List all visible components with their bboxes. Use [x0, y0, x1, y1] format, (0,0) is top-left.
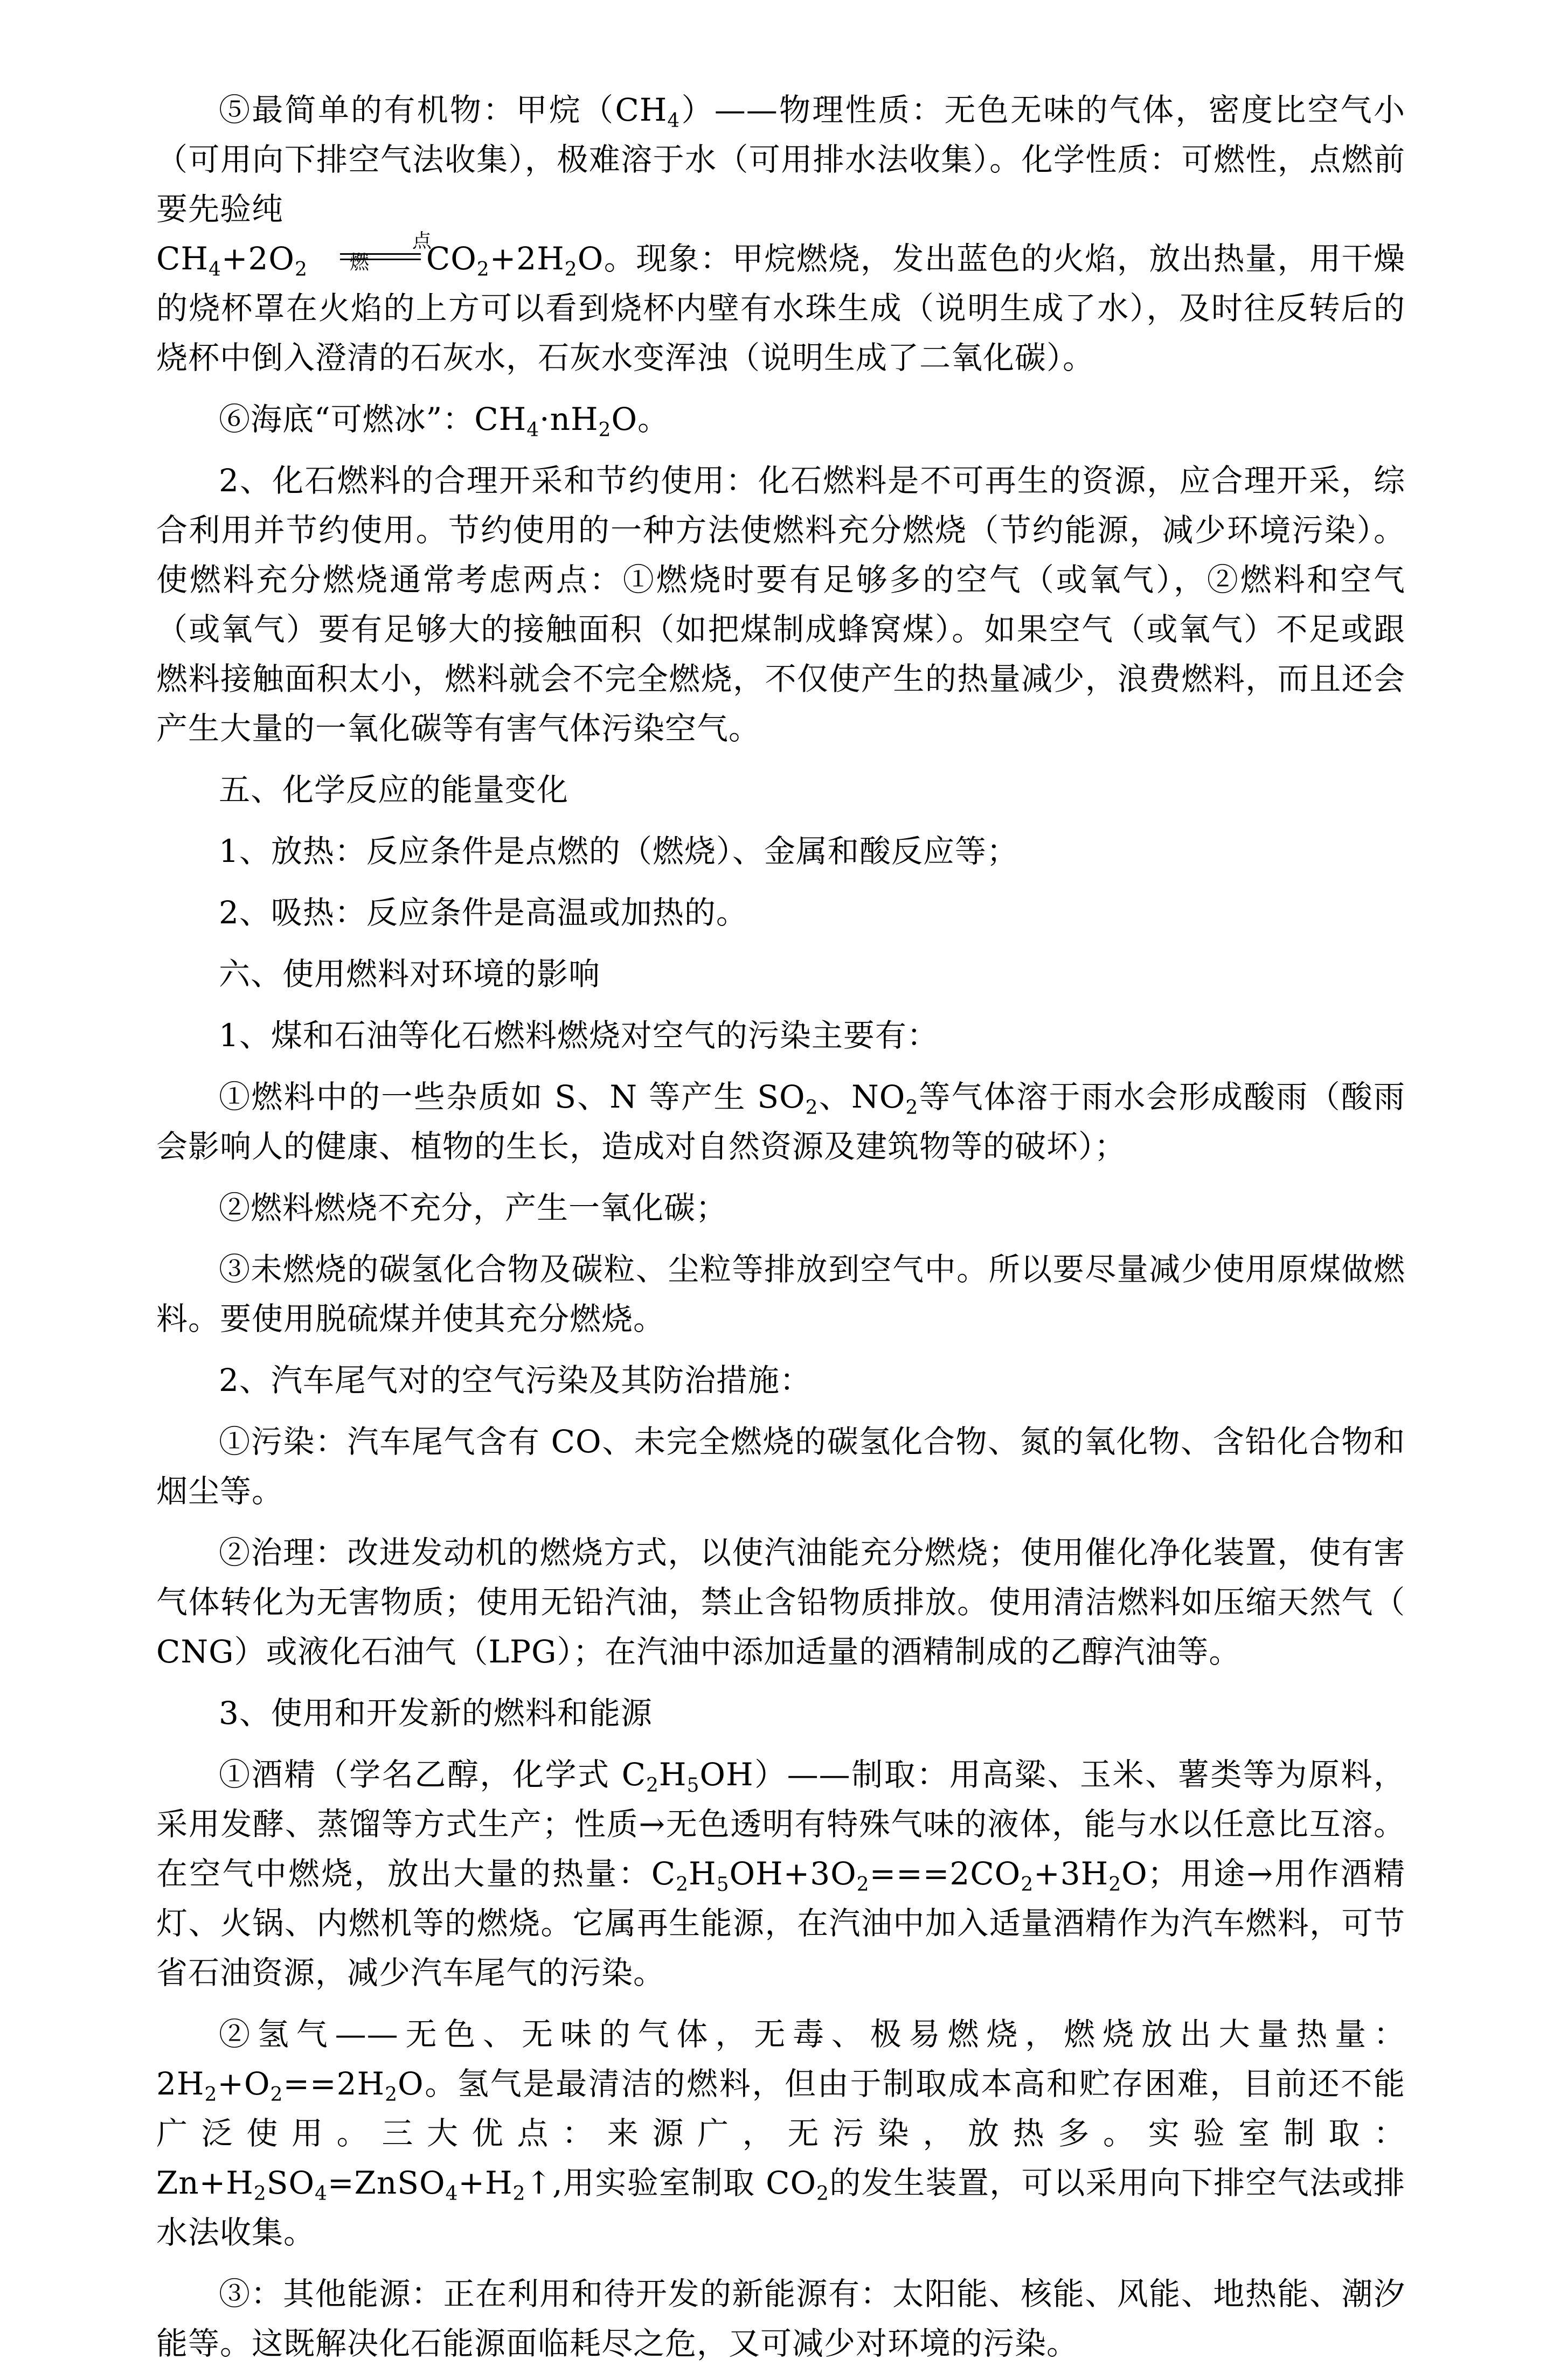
text-run: CH — [156, 240, 209, 277]
text-run: ）——物理性质：无色无味的气体，密度比空气小（可用向下排空气法收集），极难溶于水（可用排水法收集）。化学性质：可燃性，点燃前要先验纯 — [156, 92, 1405, 227]
text-run: ②氢气——无色、无味的气体，无毒、极易燃烧，燃烧放出大量热量：2H — [156, 2016, 1405, 2102]
paragraph-endothermic: 2、吸热：反应条件是高温或加热的。 — [219, 894, 748, 931]
text-run: OH+3O — [729, 1855, 857, 1892]
text-run: +2O — [221, 240, 295, 277]
subscript: 4 — [208, 259, 221, 281]
paragraph-incomplete-combustion: ②燃料燃烧不充分，产生一氧化碳； — [219, 1189, 728, 1226]
text-run: O。氢气是最清洁的燃料，但由于制取成本高和贮存困难，目前还不能广泛使用。三大优点：来源广，无污染，放热多。实验室制取：Zn+H — [156, 2065, 1405, 2201]
subscript: 2 — [856, 1874, 870, 1896]
text-run: 的发生装置，可以采用向下排空气法或排水法收集。 — [156, 2165, 1405, 2251]
text-run: ⑥海底“可燃冰”：CH — [219, 401, 527, 437]
subscript: 2 — [805, 1097, 819, 1119]
paragraph-methane — [156, 85, 1405, 382]
text-run: OH）——制取：用高粱、玉米、薯类等为原料，采用发酵、蒸馏等方式生产；性质→无色透明有特殊气味的液体，能与水以任意比互溶。在空气中燃烧，放出大量的热量：C — [156, 1756, 1405, 1892]
subscript: 2 — [905, 1097, 919, 1119]
text-run: CO — [426, 240, 477, 277]
subscript: 5 — [687, 1774, 700, 1797]
heading-environment-impact: 六、使用燃料对环境的影响 — [219, 956, 601, 992]
text-run: ==2H — [283, 2065, 385, 2102]
subscript: 2 — [385, 2084, 398, 2106]
text-run: H — [658, 1756, 687, 1793]
subscript: 2 — [204, 2084, 218, 2106]
reaction-condition-label: 点燃 — [349, 230, 432, 274]
text-run: ·nH — [539, 401, 599, 437]
text-run: +3H — [1034, 1855, 1109, 1892]
text-run: ①酒精（学名乙醇，化学式 C — [219, 1756, 646, 1793]
text-run: ①燃料中的一些杂质如 S、N 等产生 SO — [219, 1078, 806, 1115]
subscript: 2 — [816, 2183, 829, 2205]
text-run: +H — [458, 2165, 513, 2201]
text-run: 等气体溶于雨水会形成酸雨（酸雨会影响人的健康、植物的生长，造成对自然资源及建筑物等的破坏）； — [156, 1078, 1405, 1165]
subscript: 5 — [716, 1874, 730, 1896]
paragraph-vehicle-exhaust: 2、汽车尾气对的空气污染及其防治措施： — [219, 1362, 812, 1398]
paragraph-ethanol — [156, 1750, 1405, 1998]
subscript: 4 — [526, 419, 540, 441]
paragraph-acid-rain — [156, 1072, 1405, 1171]
subscript: 2 — [270, 2084, 283, 2106]
document-body — [156, 85, 1405, 2380]
subscript: 2 — [476, 259, 490, 281]
text-run: =ZnSO — [327, 2165, 446, 2201]
subscript: 2 — [512, 2183, 526, 2205]
subscript: 2 — [676, 1874, 689, 1896]
subscript: 2 — [1108, 1874, 1122, 1896]
text-run: O。 — [611, 401, 670, 437]
subscript: 4 — [445, 2183, 459, 2205]
paragraph-fossil-fuel-use: 2、化石燃料的合理开采和节约使用：化石燃料是不可再生的资源，应合理开采，综合利用并节约使用。节约使用的一种方法使燃料充分燃烧（节约能源，减少环境污染）。使燃料充分燃烧通常考虑两点：①燃烧时要有足够多的空气（或氧气），②燃料和空气（或氧气）要有足够大的接触面积（如把煤制成蜂窝煤）。如果空气（或氧气）不足或跟燃料接触面积太小，燃料就会不完全燃烧，不仅使产生的热量减少，浪费燃料，而且还会产生大量的一氧化碳等有害气体污染空气。 — [156, 462, 1405, 747]
text-run: ===2CO — [869, 1855, 1021, 1892]
paragraph-exhaust-treatment: ②治理：改进发动机的燃烧方式，以使汽油能充分燃烧；使用催化净化装置，使有害气体转化为无害物质；使用无铅汽油，禁止含铅物质排放。使用清洁燃料如压缩天然气（ CNG）或液化石油气（LPG）；在汽油中添加适量的酒精制成的乙醇汽油等。 — [156, 1534, 1405, 1670]
text-run: +2H — [489, 240, 565, 277]
text-run: +O — [217, 2065, 271, 2102]
subscript: 2 — [294, 259, 308, 281]
subscript: 2 — [253, 2183, 267, 2205]
text-run: SO — [266, 2165, 315, 2201]
subscript: 2 — [564, 259, 578, 281]
text-run: ↑,用实验室制取 CO — [525, 2165, 817, 2201]
subscript: 2 — [646, 1774, 659, 1797]
paragraph-unburned-hydrocarbons: ③未燃烧的碳氢化合物及碳粒、尘粒等排放到空气中。所以要尽量减少使用原煤做燃料。要使用脱硫煤并使其充分燃烧。 — [156, 1251, 1405, 1337]
paragraph-exhaust-pollution: ①污染：汽车尾气含有 CO、未完全燃烧的碳氢化合物、氮的氧化物、含铅化合物和烟尘等。 — [156, 1423, 1405, 1509]
text-run: ⑤最简单的有机物：甲烷（CH — [219, 92, 668, 128]
paragraph-exothermic: 1、放热：反应条件是点燃的（燃烧）、金属和酸反应等； — [219, 833, 1018, 869]
paragraph-new-energy: 3、使用和开发新的燃料和能源 — [219, 1695, 653, 1731]
paragraph-combustible-ice — [156, 394, 1405, 444]
heading-energy-change: 五、化学反应的能量变化 — [219, 771, 569, 808]
subscript: 4 — [315, 2183, 328, 2205]
text-run: 、NO — [818, 1078, 906, 1115]
paragraph-hydrogen — [156, 2009, 1405, 2257]
paragraph-other-energy: ③：其他能源：正在利用和待开发的新能源有：太阳能、核能、风能、地热能、潮汐能等。这既解决化石能源面临耗尽之危，又可减少对环境的污染。 — [156, 2275, 1405, 2362]
subscript: 2 — [598, 419, 612, 441]
text-run: O。现象：甲烷燃烧，发出蓝色的火焰，放出热量，用干燥的烧杯罩在火焰的上方可以看到烧杯内壁有水珠生成（说明生成了水），及时往反转后的烧杯中倒入澄清的石灰水，石灰水变浑浊（说明生成了二氧化碳）。 — [156, 240, 1405, 376]
text-run: H — [688, 1855, 717, 1892]
reaction-condition — [340, 230, 432, 274]
text-run: O；用途→用作酒精灯、火锅、内燃机等的燃烧。它属再生能源，在汽油中加入适量酒精作为汽车燃料，可节省石油资源，减少汽车尾气的污染。 — [156, 1855, 1405, 1991]
subscript: 4 — [667, 110, 681, 132]
paragraph-coal-oil-pollution: 1、煤和石油等化石燃料燃烧对空气的污染主要有： — [219, 1017, 939, 1054]
subscript: 2 — [1021, 1874, 1034, 1896]
